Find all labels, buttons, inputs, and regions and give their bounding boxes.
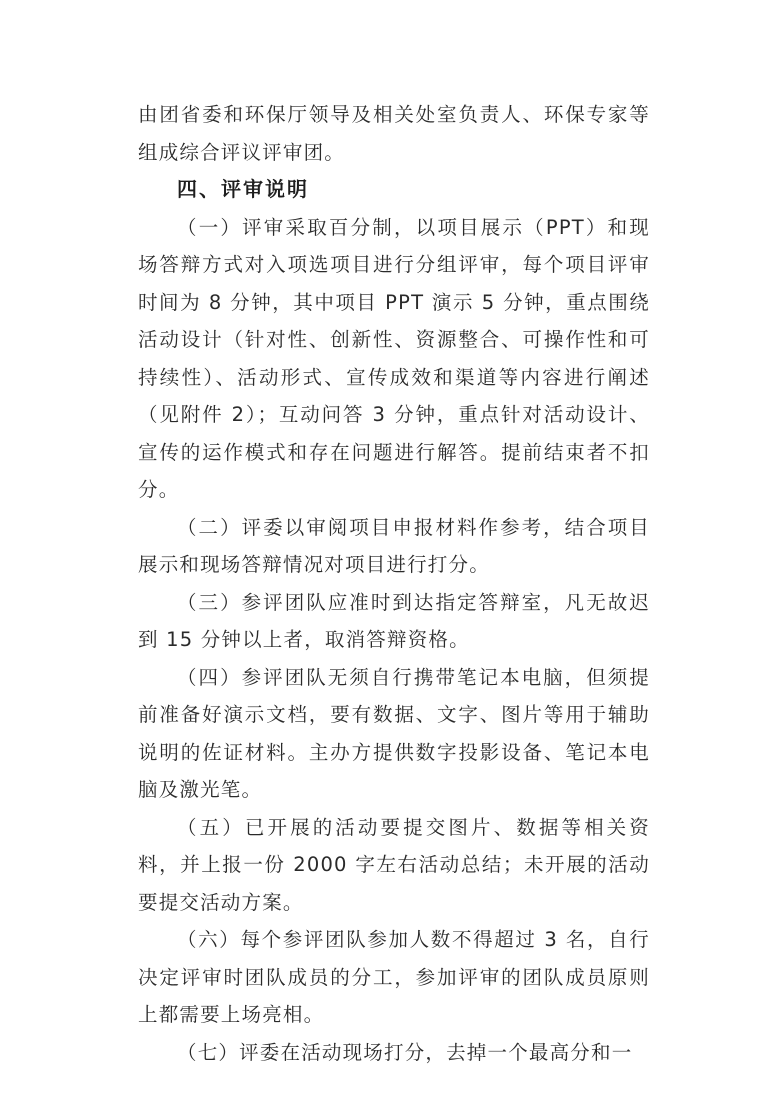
- item-7-paragraph: （七）评委在活动现场打分，去掉一个最高分和一: [177, 1040, 633, 1064]
- item-4-paragraph: （四）参评团队无须自行携带笔记本电脑，但须提前准备好演示文档，要有数据、文字、图片等用于辅助说明的佐证材料。主办方提供数字投影设备、笔记本电脑及激光笔。: [138, 665, 650, 801]
- intro-paragraph: 由团省委和环保厅领导及相关处室负责人、环保专家等组成综合评议评审团。: [138, 103, 650, 164]
- item-3-paragraph: （三）参评团队应准时到达指定答辩室，凡无故迟到 15 分钟以上者，取消答辩资格。: [138, 590, 650, 651]
- section-heading: 四、评审说明: [177, 177, 309, 201]
- item-2-paragraph: （二）评委以审阅项目申报材料作参考，结合项目展示和现场答辩情况对项目进行打分。: [138, 515, 650, 576]
- item-5-paragraph: （五）已开展的活动要提交图片、数据等相关资料，并上报一份 2000 字左右活动总结；未开展的活动要提交活动方案。: [138, 815, 650, 914]
- item-1-paragraph: （一）评审采取百分制，以项目展示（PPT）和现场答辩方式对入项选项目进行分组评审，每个项目评审时间为 8 分钟，其中项目 PPT 演示 5 分钟，重点围绕活动设计（针对性、创新性、资源整合、可操作性和可持续性）、活动形式、宣传成效和渠道等内容进行阐述（见附件 2）；互动问答 3 分钟，重点针对活动设计、宣传的运作模式和存在问题进行解答。提前结束者不扣分。: [138, 215, 650, 501]
- item-6-paragraph: （六）每个参评团队参加人数不得超过 3 名，自行决定评审时团队成员的分工，参加评审的团队成员原则上都需要上场亮相。: [138, 928, 650, 1026]
